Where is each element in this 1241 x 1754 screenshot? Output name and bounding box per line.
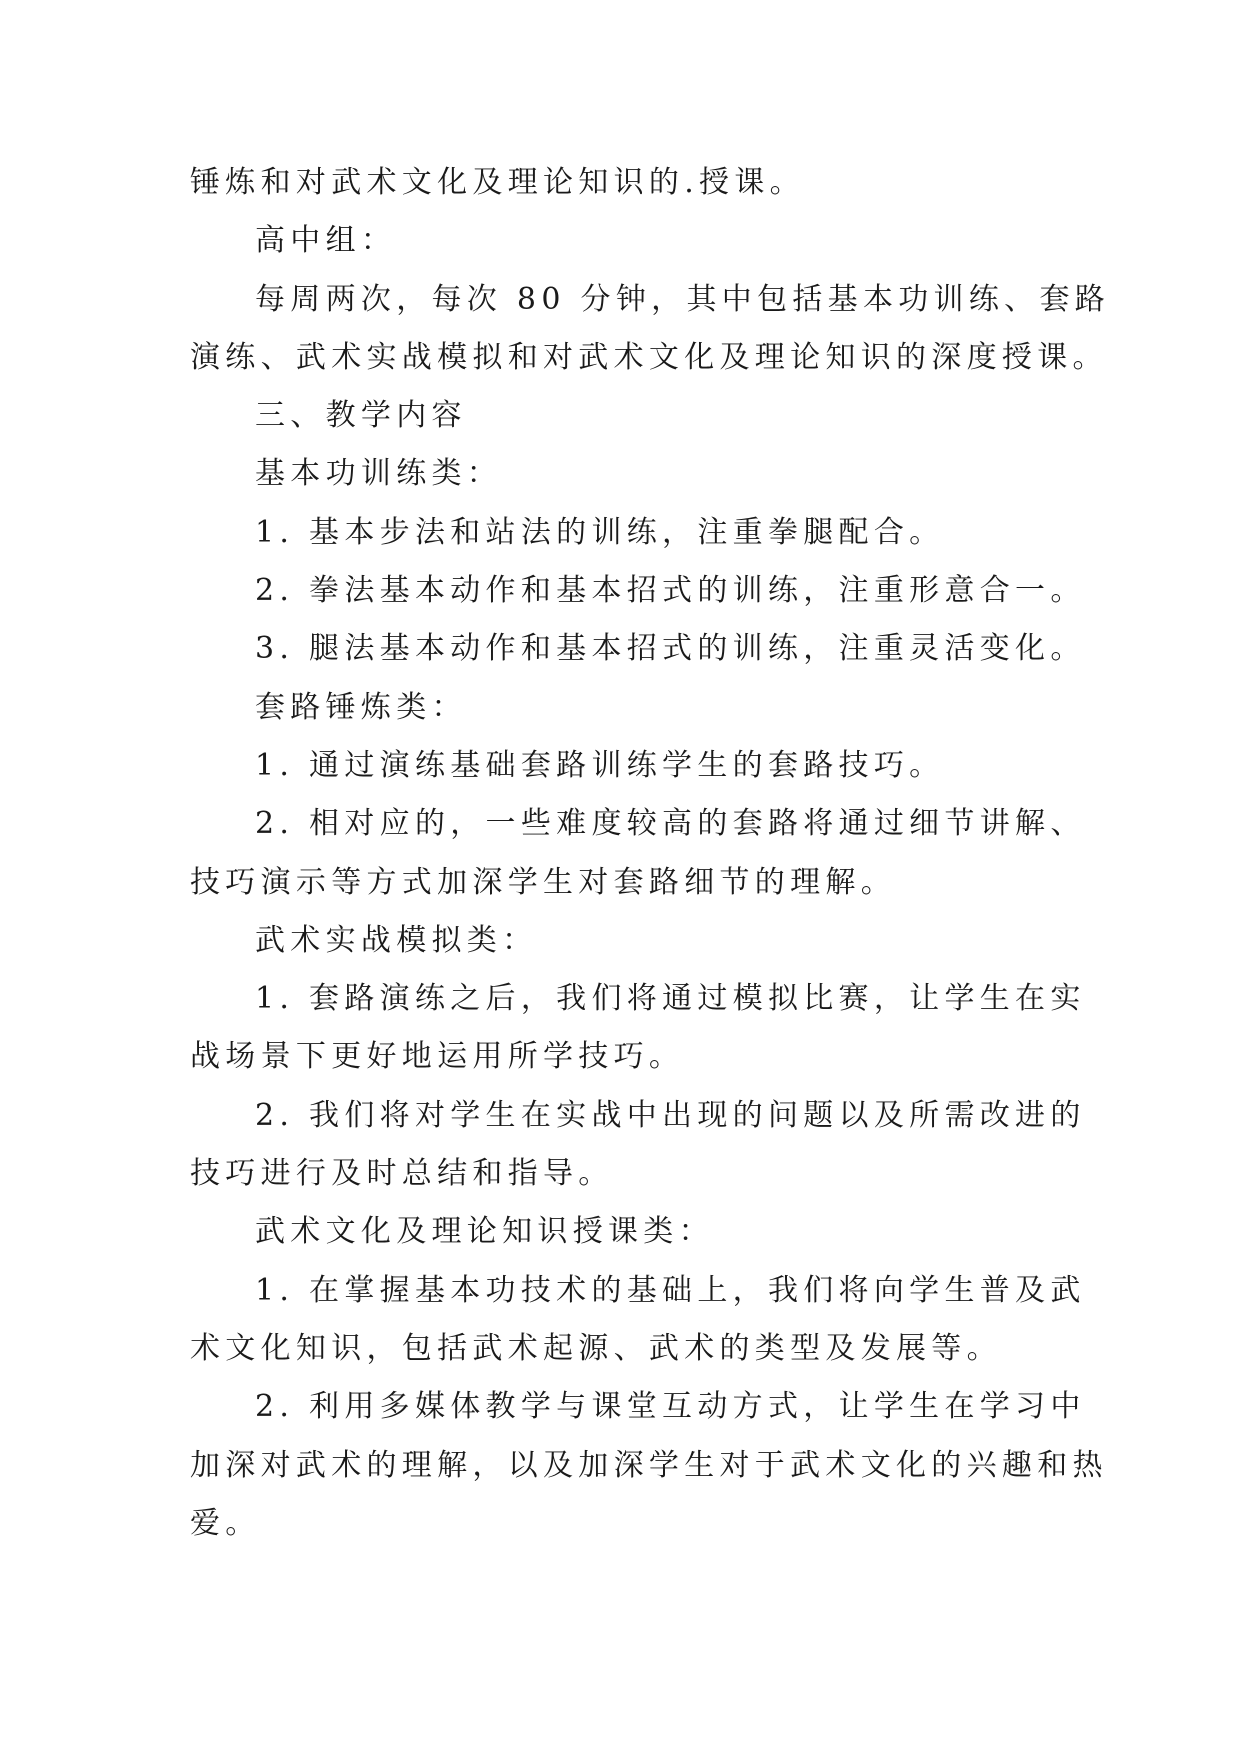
- list-item: 2. 拳法基本动作和基本招式的训练，注重形意合一。: [255, 573, 1086, 608]
- list-item-continuation: 技巧演示等方式加深学生对套路细节的理解。: [190, 865, 896, 900]
- subsection-heading: 武术实战模拟类：: [255, 923, 538, 958]
- list-item: 1. 通过演练基础套路训练学生的套路技巧。: [255, 748, 945, 783]
- list-item-continuation: 技巧进行及时总结和指导。: [190, 1156, 614, 1191]
- section-heading: 三、教学内容: [255, 398, 467, 433]
- subsection-heading: 套路锤炼类：: [255, 690, 467, 725]
- list-item-continuation: 术文化知识，包括武术起源、武术的类型及发展等。: [190, 1331, 1002, 1366]
- list-item-continuation: 爱。: [190, 1506, 261, 1541]
- list-item: 2. 相对应的，一些难度较高的套路将通过细节讲解、: [255, 806, 1086, 841]
- paragraph-line: 每周两次，每次 80 分钟，其中包括基本功训练、套路: [255, 282, 1111, 317]
- paragraph-line: 演练、武术实战模拟和对武术文化及理论知识的深度授课。: [190, 340, 1108, 375]
- list-item: 1. 套路演练之后，我们将通过模拟比赛，让学生在实: [255, 981, 1086, 1016]
- list-item: 1. 在掌握基本功技术的基础上，我们将向学生普及武: [255, 1273, 1086, 1308]
- list-item: 2. 利用多媒体教学与课堂互动方式，让学生在学习中: [255, 1389, 1086, 1424]
- list-item: 2. 我们将对学生在实战中出现的问题以及所需改进的: [255, 1098, 1086, 1133]
- list-item-continuation: 战场景下更好地运用所学技巧。: [190, 1039, 685, 1074]
- subsection-heading: 武术文化及理论知识授课类：: [255, 1214, 714, 1249]
- list-item: 3. 腿法基本动作和基本招式的训练，注重灵活变化。: [255, 631, 1086, 666]
- list-item-continuation: 加深对武术的理解，以及加深学生对于武术文化的兴趣和热: [190, 1448, 1108, 1483]
- subsection-heading: 基本功训练类：: [255, 456, 503, 491]
- list-item: 1. 基本步法和站法的训练，注重拳腿配合。: [255, 515, 945, 550]
- section-heading: 高中组：: [255, 223, 397, 258]
- paragraph-line: 锤炼和对武术文化及理论知识的.授课。: [190, 165, 805, 200]
